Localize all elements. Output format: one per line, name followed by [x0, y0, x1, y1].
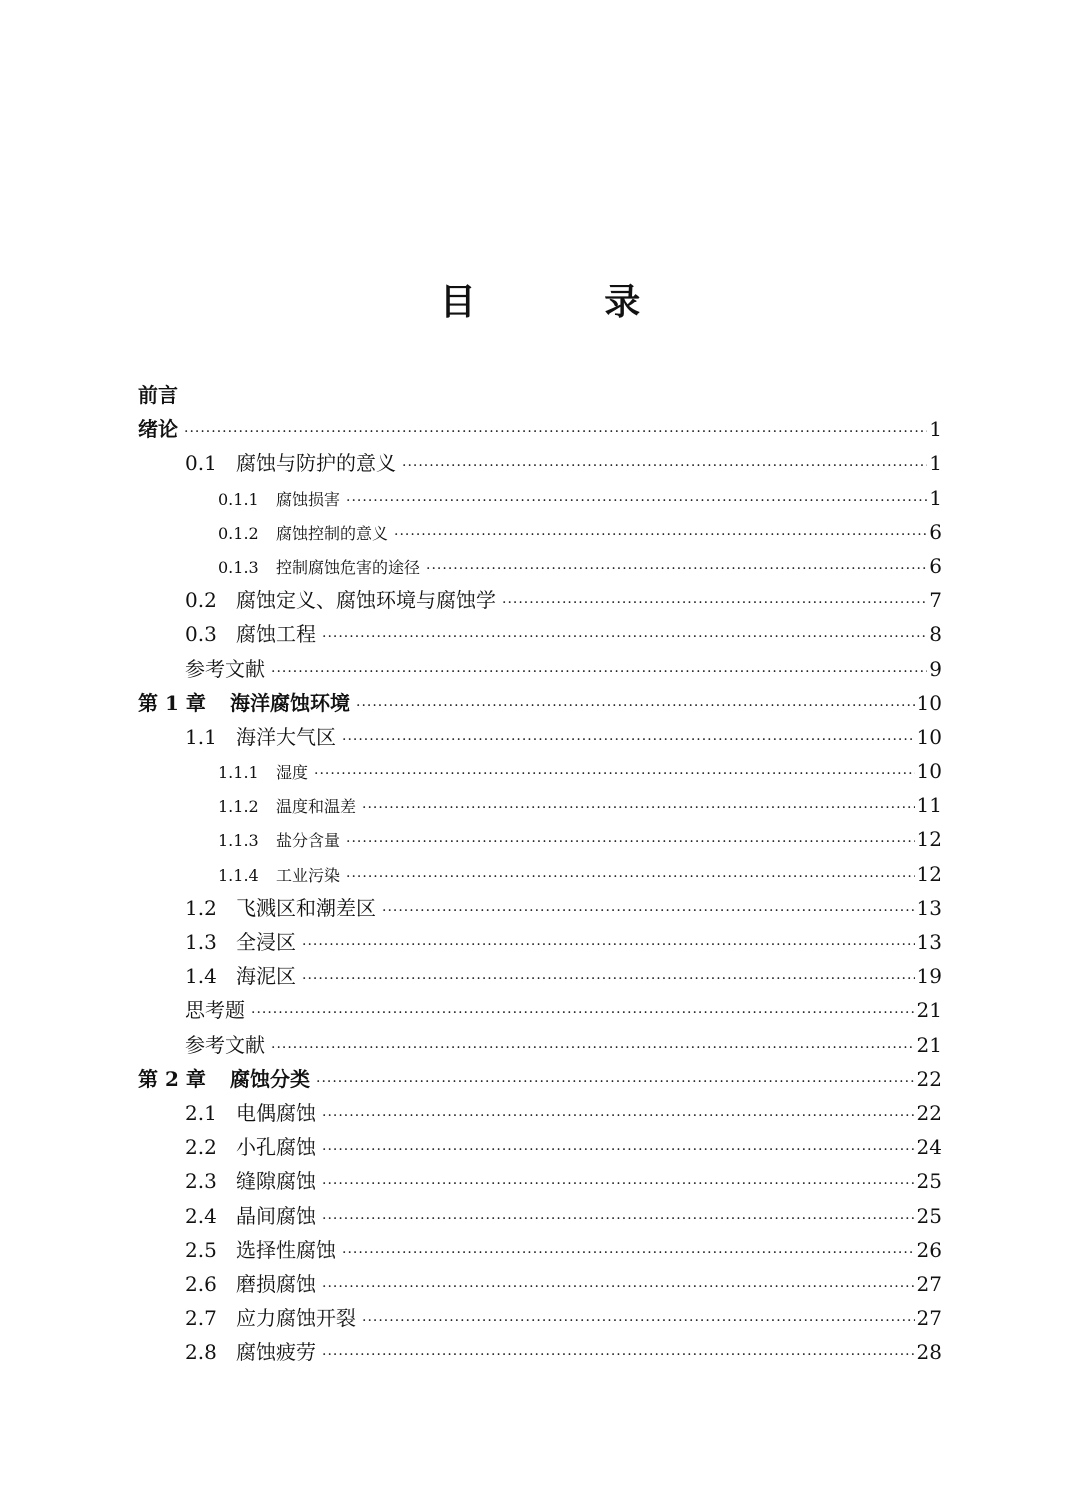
dot-leader [322, 1167, 915, 1201]
toc-entry-title: 飞溅区和潮差区 [236, 895, 376, 920]
toc-entry-number: 第 2 章 [138, 1066, 206, 1091]
table-of-contents [138, 378, 942, 1369]
dot-leader [271, 655, 927, 689]
dot-leader [322, 1270, 915, 1304]
toc-entry[interactable] [138, 1130, 942, 1164]
toc-entry[interactable] [138, 1096, 942, 1130]
toc-entry-page: 7 [929, 588, 942, 613]
toc-entry-number: 1.3 [185, 930, 217, 954]
toc-entry-title: 控制腐蚀危害的途径 [276, 557, 421, 577]
dot-leader [356, 689, 915, 723]
dot-leader [314, 757, 915, 791]
dot-leader [394, 518, 927, 552]
toc-entry-page: 1 [929, 417, 942, 442]
toc-entry-title: 小孔腐蚀 [236, 1135, 316, 1160]
toc-entry-page: 6 [929, 553, 942, 578]
toc-entry-page: 22 [916, 1100, 942, 1125]
toc-entry-page: 26 [916, 1237, 942, 1262]
dot-leader [322, 1202, 915, 1236]
toc-entry[interactable] [138, 959, 942, 993]
dot-leader [362, 1304, 915, 1338]
toc-entry[interactable] [138, 891, 942, 925]
toc-entry-title: 盐分含量 [276, 831, 341, 851]
toc-entry[interactable] [138, 754, 942, 788]
dot-leader [346, 860, 915, 894]
toc-entry[interactable] [138, 1233, 942, 1267]
toc-entry-page: 9 [929, 656, 942, 681]
toc-entry-title: 腐蚀与防护的意义 [236, 451, 396, 476]
toc-entry-page: 12 [916, 827, 942, 852]
toc-entry-number: 0.2 [185, 588, 217, 613]
toc-entry[interactable] [138, 1199, 942, 1233]
page-title: 目 录 [439, 281, 699, 324]
toc-entry-page: 25 [916, 1169, 942, 1194]
dot-leader [322, 620, 927, 654]
toc-entry-page: 19 [916, 964, 942, 989]
toc-entry-number: 1.4 [185, 964, 217, 989]
toc-entry-number: 1.2 [185, 895, 217, 920]
dot-leader [342, 1236, 915, 1270]
toc-entry-page: 6 [929, 519, 942, 544]
dot-leader [342, 723, 915, 757]
toc-entry-title: 全浸区 [236, 930, 296, 954]
toc-entry-number: 0.1.3 [218, 557, 259, 577]
toc-entry-page: 22 [916, 1066, 942, 1091]
toc-entry-number: 2.6 [185, 1271, 217, 1296]
toc-entry-page: 12 [916, 861, 942, 886]
toc-entry-page: 27 [916, 1306, 942, 1331]
toc-entry[interactable] [138, 412, 942, 446]
toc-entry-title: 腐蚀工程 [236, 622, 316, 647]
toc-entry-page: 21 [916, 998, 942, 1023]
dot-leader [346, 484, 927, 518]
toc-entry-page: 13 [916, 930, 942, 954]
toc-entry[interactable] [138, 1164, 942, 1198]
dot-leader [402, 449, 927, 483]
toc-entry[interactable] [138, 1267, 942, 1301]
toc-entry[interactable] [138, 549, 942, 583]
toc-entry[interactable] [138, 686, 942, 720]
toc-entry-number: 0.1.2 [218, 523, 259, 543]
toc-entry-page: 10 [916, 759, 942, 784]
toc-entry[interactable] [138, 1062, 942, 1096]
toc-entry-title: 晶间腐蚀 [236, 1203, 316, 1228]
toc-entry-number: 2.4 [185, 1203, 217, 1228]
dot-leader [316, 1065, 915, 1099]
toc-entry[interactable] [138, 378, 942, 412]
dot-leader [346, 825, 915, 859]
toc-entry[interactable] [138, 652, 942, 686]
toc-entry-title: 腐蚀疲劳 [236, 1340, 316, 1365]
dot-leader [322, 1133, 915, 1167]
toc-entry-number: 0.1.1 [218, 489, 259, 509]
toc-entry-number: 2.2 [185, 1135, 217, 1160]
dot-leader [251, 996, 915, 1030]
toc-entry-title: 工业污染 [276, 865, 341, 885]
toc-entry-title: 思考题 [185, 998, 245, 1023]
toc-entry-number: 1.1.2 [218, 797, 259, 817]
toc-entry[interactable] [138, 446, 942, 480]
toc-entry-title: 参考文献 [185, 656, 265, 681]
toc-entry[interactable] [138, 481, 942, 515]
toc-entry-page: 13 [916, 895, 942, 920]
toc-entry[interactable] [138, 1028, 942, 1062]
toc-entry-number: 1.1 [185, 724, 217, 749]
toc-entry-page: 1 [929, 485, 942, 510]
toc-entry-number: 第 1 章 [138, 690, 206, 715]
toc-entry-number: 2.3 [185, 1169, 217, 1194]
toc-entry-title: 腐蚀定义、腐蚀环境与腐蚀学 [236, 588, 496, 613]
toc-entry-title: 海洋腐蚀环境 [230, 690, 350, 715]
toc-entry-title: 海泥区 [236, 964, 296, 989]
toc-entry-title: 磨损腐蚀 [236, 1271, 316, 1296]
toc-entry-number: 2.5 [185, 1237, 217, 1262]
toc-entry[interactable] [138, 925, 942, 959]
toc-entry[interactable] [138, 515, 942, 549]
toc-entry-page: 27 [916, 1271, 942, 1296]
dot-leader [502, 586, 927, 620]
toc-entry-title: 参考文献 [185, 1032, 265, 1057]
toc-entry-page: 10 [916, 724, 942, 749]
toc-entry-title: 海洋大气区 [236, 724, 336, 749]
dot-leader [322, 1099, 915, 1133]
toc-entry-page: 1 [929, 451, 942, 476]
toc-entry-title: 选择性腐蚀 [236, 1237, 336, 1262]
dot-leader [302, 928, 915, 962]
dot-leader [382, 894, 915, 928]
toc-entry-page: 8 [929, 622, 942, 647]
toc-entry-page: 25 [916, 1203, 942, 1228]
toc-entry-number: 2.8 [185, 1340, 217, 1365]
dot-leader [302, 962, 915, 996]
toc-entry-title: 绪论 [138, 417, 178, 442]
toc-entry[interactable] [138, 720, 942, 754]
toc-entry-title: 湿度 [276, 763, 309, 783]
toc-entry-number: 0.3 [185, 622, 217, 647]
toc-entry-title: 缝隙腐蚀 [236, 1169, 316, 1194]
toc-entry-page: 10 [916, 690, 942, 715]
toc-entry-number: 2.7 [185, 1306, 217, 1331]
toc-entry[interactable] [138, 1301, 942, 1335]
dot-leader [362, 791, 915, 825]
dot-leader [322, 1338, 915, 1372]
toc-entry-title: 前言 [138, 383, 178, 407]
toc-entry-number: 1.1.4 [218, 865, 259, 885]
dot-leader [426, 552, 927, 586]
toc-entry-page: 21 [916, 1032, 942, 1057]
toc-entry-title: 腐蚀分类 [230, 1066, 310, 1091]
toc-entry-title: 温度和温差 [276, 797, 357, 817]
dot-leader [271, 1031, 915, 1065]
toc-entry-title: 电偶腐蚀 [236, 1100, 316, 1125]
toc-entry-title: 腐蚀控制的意义 [276, 523, 389, 543]
toc-entry-number: 1.1.3 [218, 831, 259, 851]
toc-entry[interactable] [138, 583, 942, 617]
toc-entry-number: 0.1 [185, 451, 217, 476]
toc-entry[interactable] [138, 617, 942, 651]
toc-entry[interactable] [138, 1335, 942, 1369]
toc-entry-title: 应力腐蚀开裂 [236, 1306, 356, 1331]
toc-entry-page: 11 [916, 793, 942, 818]
toc-entry-number: 1.1.1 [218, 763, 259, 783]
dot-leader [184, 415, 927, 449]
toc-entry[interactable] [138, 788, 942, 822]
toc-entry[interactable] [138, 857, 942, 891]
toc-entry[interactable] [138, 822, 942, 856]
toc-entry-page: 24 [916, 1135, 942, 1160]
toc-entry-page: 28 [916, 1340, 942, 1365]
toc-entry[interactable] [138, 993, 942, 1027]
toc-entry-number: 2.1 [185, 1100, 217, 1125]
toc-entry-title: 腐蚀损害 [276, 489, 341, 509]
